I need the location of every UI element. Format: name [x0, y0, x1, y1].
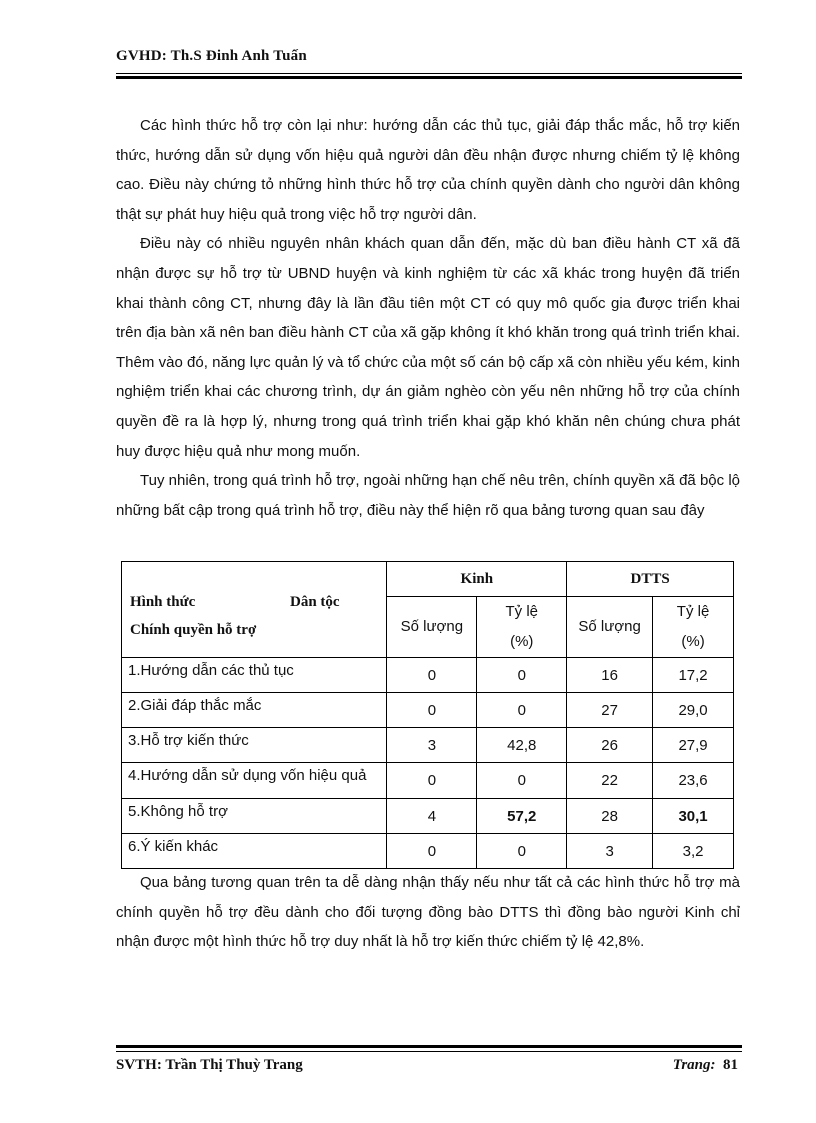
footer-page-number: 81	[723, 1057, 738, 1073]
group-header-kinh: Kinh	[387, 562, 567, 597]
header-rule-thin	[116, 73, 742, 74]
table-row	[122, 728, 734, 763]
row-label: 2.Giải đáp thắc mắc	[122, 693, 387, 728]
cell-kinh-count: 4	[387, 799, 477, 834]
page-footer	[116, 1057, 740, 1074]
cell-kinh-pct: 42,8	[477, 728, 567, 763]
group-header-dtts: DTTS	[567, 562, 734, 597]
paragraph-2: Điều này có nhiều nguyên nhân khách quan dẫn đến, mặc dù ban điều hành CT xã đã nhận được sự hỗ trợ từ UBND huyện và kinh nghiệm từ các xã khác trong huyện đã triển khai thành công CT, nhưng đây là lần đầu tiên một CT có quy mô quốc gia được triển khai trên địa bàn xã nên ban điều hành CT của xã gặp không ít khó khăn trong quá trình triển khai. Thêm vào đó, năng lực quản lý và tổ chức của một số cán bộ cấp xã còn nhiều yếu kém, kinh nghiệm triển khai các chương trình, dự án giảm nghèo còn yếu nên những hỗ trợ của chính quyền đề ra là hợp lý, nhưng trong quá trình triển khai gặp khó khăn nên chúng chưa phát huy được hiệu quả như mong muốn.	[116, 235, 740, 460]
corner-label-authority: Chính quyền hỗ trợ	[130, 622, 257, 638]
cell-kinh-pct: 0	[477, 834, 567, 869]
footer-page	[673, 1057, 738, 1074]
cell-dtts-pct: 17,2	[653, 658, 734, 693]
body-paragraphs	[116, 111, 740, 525]
col-header-dtts-count: Số lượng	[567, 597, 653, 658]
cell-dtts-count: 22	[567, 763, 653, 799]
support-comparison-table	[121, 561, 734, 869]
cell-kinh-count: 0	[387, 763, 477, 799]
cell-dtts-pct: 29,0	[653, 693, 734, 728]
table-row	[122, 799, 734, 834]
cell-dtts-pct: 30,1	[653, 799, 734, 834]
row-label: 4.Hướng dẫn sử dụng vốn hiệu quả	[122, 763, 387, 799]
footer-rule-thick	[116, 1045, 742, 1048]
row-label: 6.Ý kiến khác	[122, 834, 387, 869]
cell-dtts-pct: 23,6	[653, 763, 734, 799]
col-header-dtts-pct: Tỷ lệ (%)	[653, 597, 734, 658]
cell-dtts-count: 28	[567, 799, 653, 834]
conclusion-block	[116, 868, 740, 957]
cell-kinh-pct: 57,2	[477, 799, 567, 834]
cell-dtts-count: 3	[567, 834, 653, 869]
cell-dtts-count: 26	[567, 728, 653, 763]
table-row	[122, 658, 734, 693]
corner-label-ethnicity: Dân tộc	[290, 594, 340, 610]
table-row	[122, 763, 734, 799]
cell-dtts-pct: 27,9	[653, 728, 734, 763]
row-label: 3.Hỗ trợ kiến thức	[122, 728, 387, 763]
cell-dtts-count: 27	[567, 693, 653, 728]
row-label: 1.Hướng dẫn các thủ tục	[122, 658, 387, 693]
cell-kinh-count: 0	[387, 693, 477, 728]
cell-kinh-pct: 0	[477, 693, 567, 728]
cell-kinh-pct: 0	[477, 763, 567, 799]
conclusion-paragraph: Qua bảng tương quan trên ta dễ dàng nhận thấy nếu như tất cả các hình thức hỗ trợ mà chính quyền hỗ trợ đều dành cho đối tượng đồng bào DTTS thì đồng bào người Kinh chỉ nhận được một hình thức hỗ trợ duy nhất là hỗ trợ kiến thức chiếm tỷ lệ 42,8%.	[116, 874, 740, 951]
footer-page-label: Trang:	[672, 1057, 716, 1073]
table-row	[122, 693, 734, 728]
footer-student: SVTH: Trần Thị Thuỳ Trang	[116, 1057, 303, 1073]
corner-label-form: Hình thức	[130, 594, 196, 610]
cell-kinh-count: 0	[387, 834, 477, 869]
footer-rule-thin	[116, 1051, 742, 1052]
cell-dtts-pct: 3,2	[653, 834, 734, 869]
table-corner-header	[122, 562, 387, 658]
col-header-kinh-count: Số lượng	[387, 597, 477, 658]
cell-kinh-count: 3	[387, 728, 477, 763]
page-header-advisor: GVHD: Th.S Đinh Anh Tuấn	[116, 48, 307, 64]
table-row	[122, 834, 734, 869]
col-header-kinh-pct: Tỷ lệ (%)	[477, 597, 567, 658]
header-rule-thick	[116, 76, 742, 79]
paragraph-3: Tuy nhiên, trong quá trình hỗ trợ, ngoài những hạn chế nêu trên, chính quyền xã đã bộc lộ những bất cập trong quá trình hỗ trợ, điều này thể hiện rõ qua bảng tương quan sau đây	[116, 472, 740, 519]
row-label: 5.Không hỗ trợ	[122, 799, 387, 834]
paragraph-1: Các hình thức hỗ trợ còn lại như: hướng dẫn các thủ tục, giải đáp thắc mắc, hỗ trợ kiến thức, hướng dẫn sử dụng vốn hiệu quả người dân đều nhận được nhưng chiếm tỷ lệ không cao. Điều này chứng tỏ những hình thức hỗ trợ của chính quyền dành cho người dân không thật sự phát huy hiệu quả trong việc hỗ trợ người dân.	[116, 117, 740, 223]
cell-kinh-pct: 0	[477, 658, 567, 693]
cell-kinh-count: 0	[387, 658, 477, 693]
cell-dtts-count: 16	[567, 658, 653, 693]
